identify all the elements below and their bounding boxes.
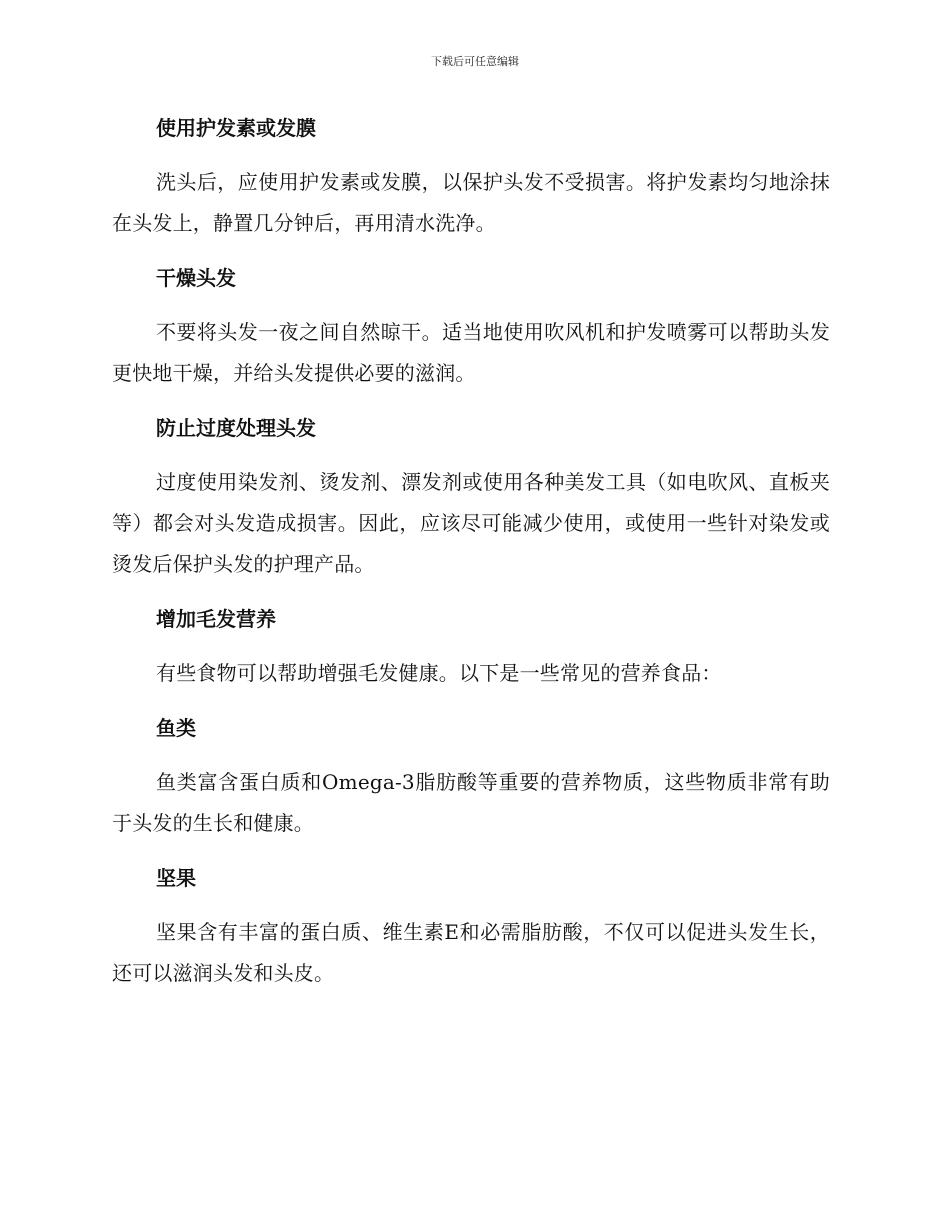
section-nutrition — [112, 599, 830, 694]
document-body — [112, 108, 830, 1008]
page-header: 下载后可任意编辑 — [431, 55, 519, 68]
section-paragraph: 有些食物可以帮助增强毛发健康。以下是一些常见的营养食品： — [156, 661, 722, 685]
section-paragraph: 不要将头发一夜之间自然晾干。适当地使用吹风机和护发喷雾可以帮助头发更快地干燥，并给头发提供必要的滋润。 — [112, 320, 830, 385]
section-paragraph: 鱼类富含蛋白质和Omega-3脂肪酸等重要的营养物质，这些物质非常有助于头发的生长和健康。 — [112, 770, 830, 835]
section-paragraph: 坚果含有丰富的蛋白质、维生素E和必需脂肪酸，不仅可以促进头发生长，还可以滋润头发和头皮。 — [112, 920, 830, 985]
section-fish — [112, 708, 830, 844]
section-heading: 防止过度处理头发 — [156, 416, 316, 440]
section-drying — [112, 258, 830, 394]
section-heading: 使用护发素或发膜 — [156, 116, 316, 140]
section-heading: 坚果 — [156, 866, 196, 890]
section-paragraph: 过度使用染发剂、烫发剂、漂发剂或使用各种美发工具（如电吹风、直板夹等）都会对头发造成损害。因此，应该尽可能减少使用，或使用一些针对染发或烫发后保护头发的护理产品。 — [112, 470, 830, 576]
section-heading: 干燥头发 — [156, 266, 236, 290]
section-paragraph: 洗头后，应使用护发素或发膜，以保护头发不受损害。将护发素均匀地涂抹在头发上，静置几分钟后，再用清水洗净。 — [112, 170, 830, 235]
section-conditioner — [112, 108, 830, 244]
section-heading: 增加毛发营养 — [156, 607, 276, 631]
section-nuts — [112, 858, 830, 994]
section-overprocessing — [112, 408, 830, 585]
section-heading: 鱼类 — [156, 716, 196, 740]
